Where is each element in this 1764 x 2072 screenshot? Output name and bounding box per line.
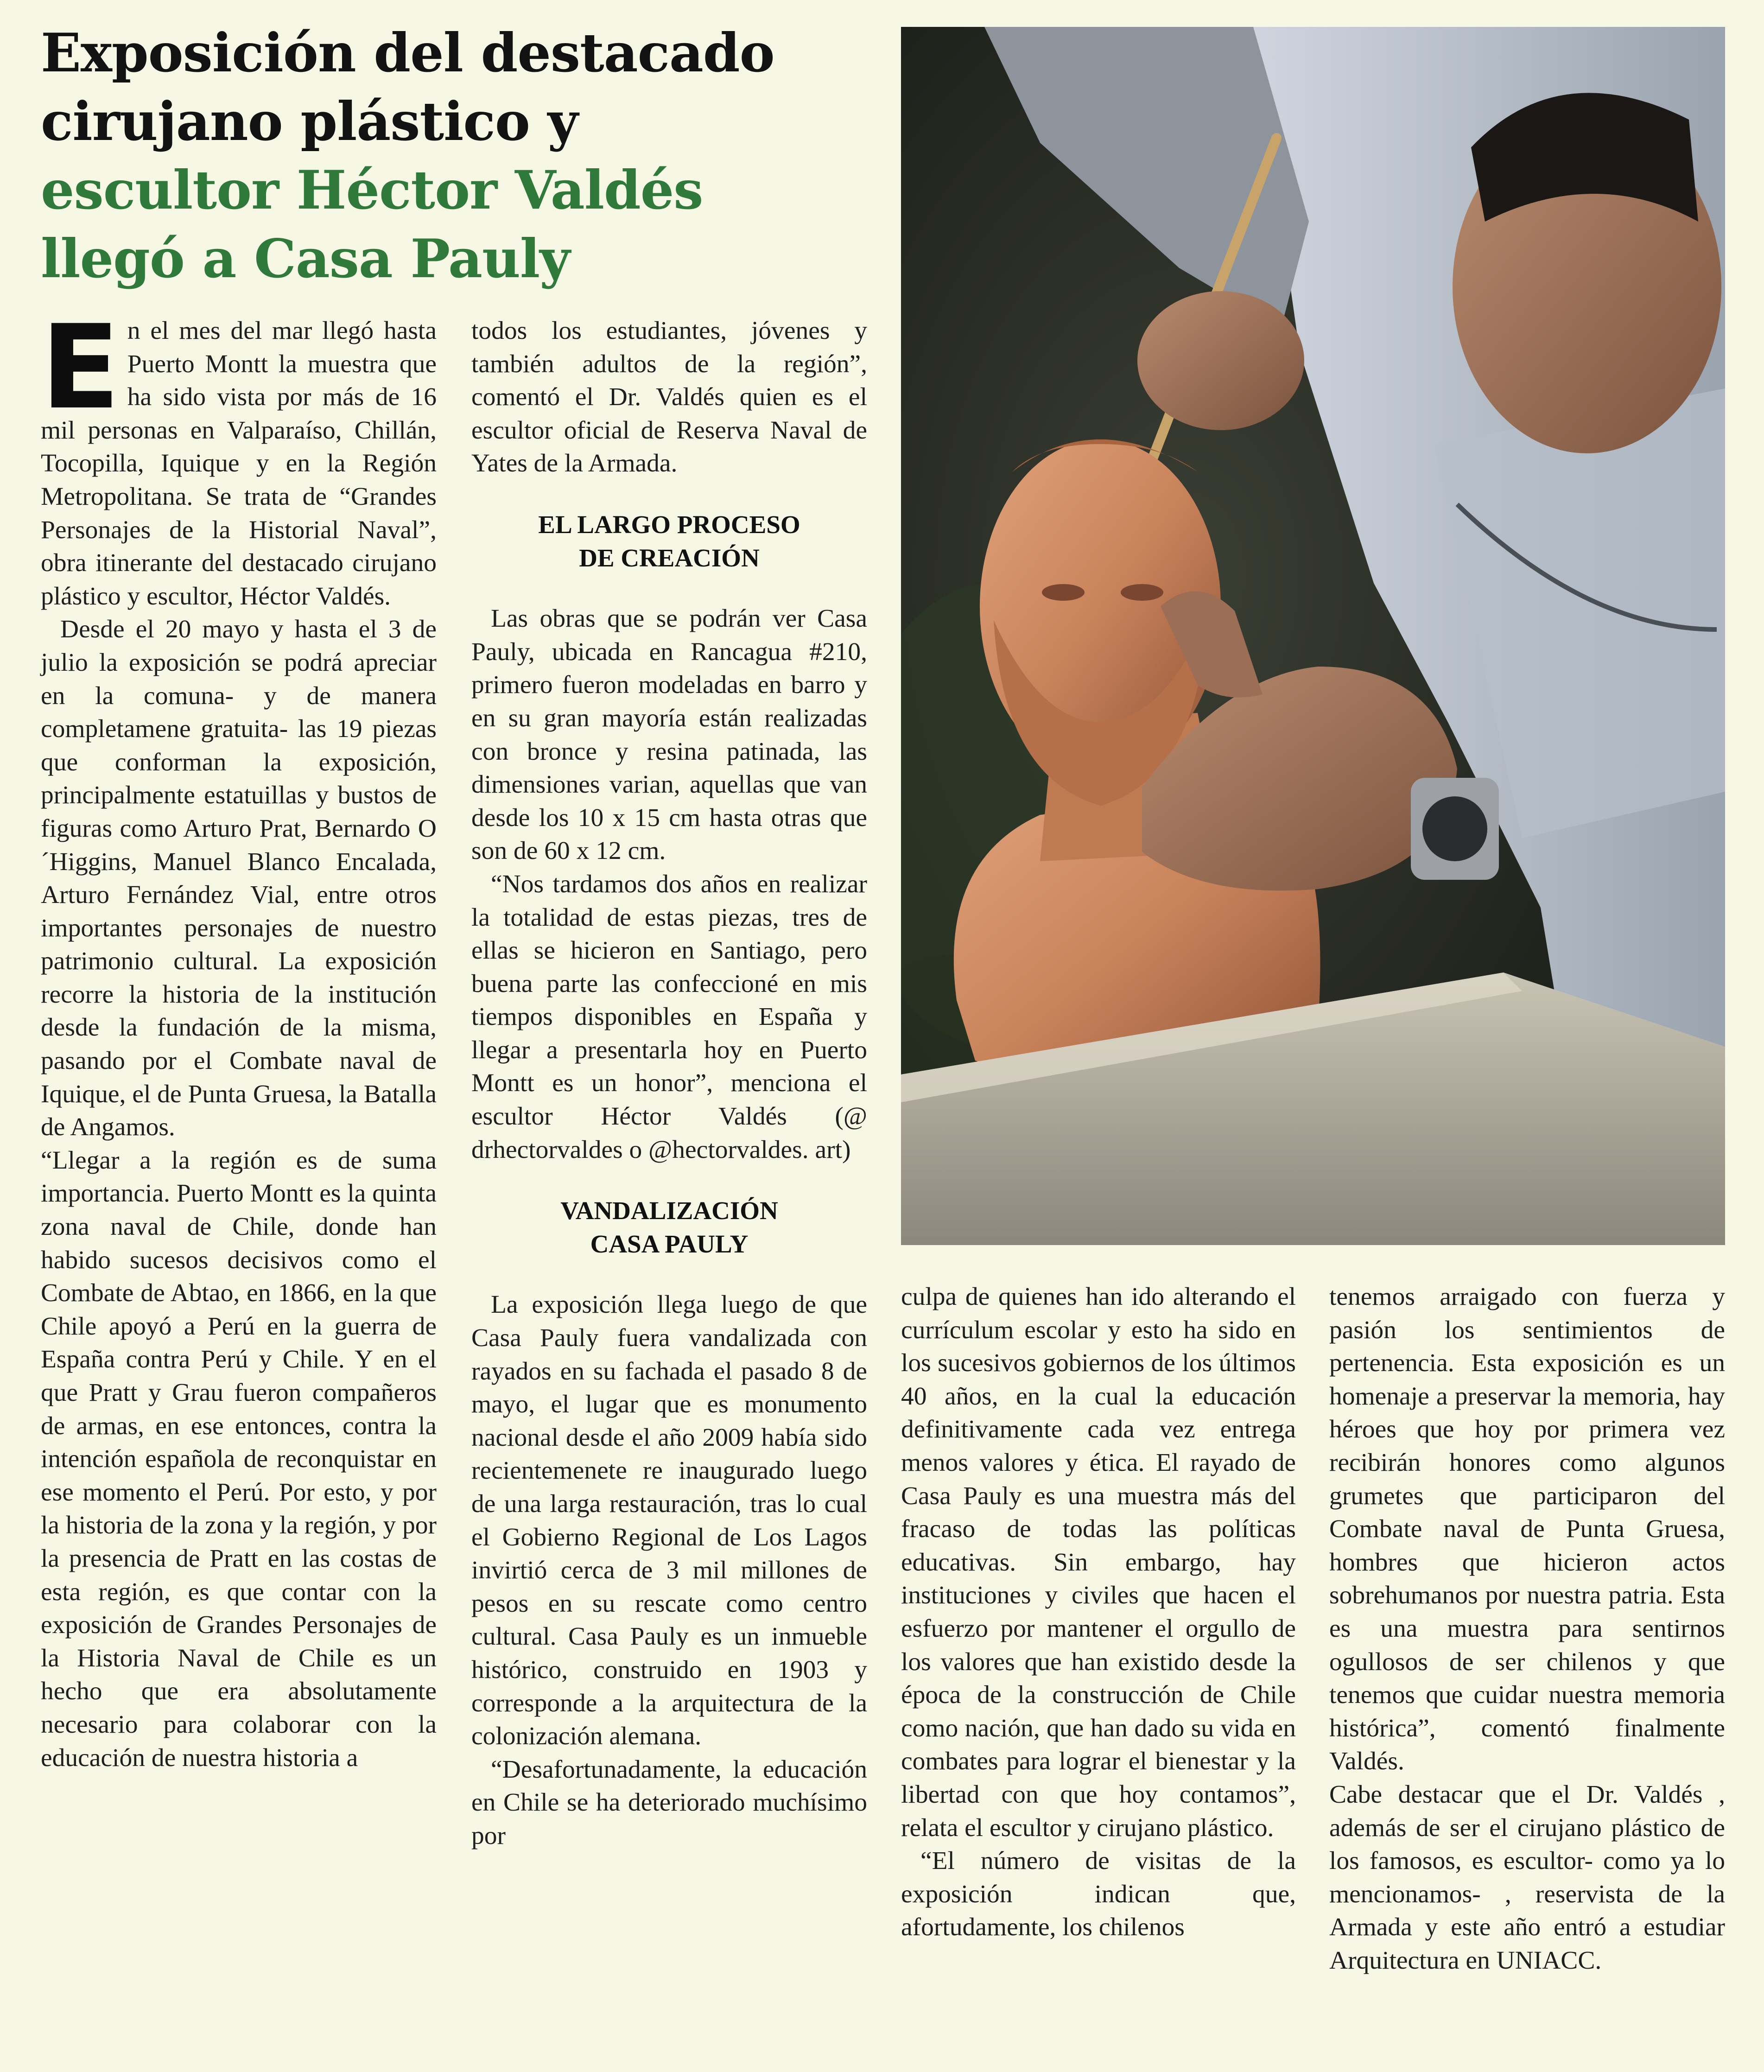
paragraph-visits: “El número de visitas de la exposición indican que, afortudamente, los chilenos	[901, 1847, 1296, 1942]
drop-cap: E	[41, 300, 120, 435]
subheading-creation-line-1: EL LARGO PROCESO	[538, 510, 800, 539]
subheading-vandalism-line-1: VANDALIZACIÓN	[560, 1196, 778, 1225]
paragraph-continued: todos los estudiantes, jóvenes y también adultos de la región”, comentó el Dr. Valdés quien es el escultor oficial de Reserva Naval de Yates de la Armada.	[471, 317, 867, 478]
sculptor-photo-illustration	[901, 27, 1725, 1245]
paragraph-vandalism: La exposición llega luego de que Casa Pauly fuera vandalizada con rayados en su fachada el pasado 8 de mayo, el lugar que es monumento nacional desde el año 2009 había sido recientemenete re inaugurado luego de una larga restauración, tras lo cual el Gobierno Regional de Los Lagos invirtió cerca de 3 mil millones de pesos en su rescate como centro cultural. Casa Pauly es un inmueble histórico, construido en 1903 y corresponde a la arquitectura de la colonización alemana.	[471, 1290, 867, 1751]
paragraph-intro-text: n el mes del mar llegó hasta Puerto Montt la muestra que ha sido vista por más de 16 mil personas en Valparaíso, Chillán, Tocopilla, Iquique y en la Región Metropolitana. Se trata de “Grandes Personajes de la Historial Naval”, obra itinerante del destacado cirujano plástico y escultor, Héctor Valdés.	[41, 317, 437, 610]
article-column-3	[901, 1280, 1296, 1944]
subheading-vandalism-line-2: CASA PAULY	[590, 1229, 749, 1258]
headline-line-1: Exposición del destacado	[41, 22, 774, 84]
paragraph-two-years: “Nos tardamos dos años en realizar la totalidad de estas piezas, tres de ellas se hicieron en Santiago, pero buena parte las confeccioné en mis tiempos disponibles en España y llegar a presentarla hoy en Puerto Montt es un honor”, menciona el escultor Héctor Valdés (@ drhectorvaldes o @hectorvaldes. art)	[471, 870, 867, 1164]
paragraph-intro	[41, 300, 437, 613]
headline-line-3: escultor Héctor Valdés	[41, 159, 703, 221]
paragraph-dates: Desde el 20 mayo y hasta el 3 de julio la exposición se podrá apreciar en la comuna- y de manera completamene gratuita- las 19 piezas que conforman la exposición, principalmente estatuillas y bustos de figuras como Arturo Prat, Bernardo O´Higgins, Manuel Blanco Encalada, Arturo Fernández Vial, entre otros importantes personajes de nuestro patrimonio cultural. La exposición recorre la historia de la institución desde la fundación de la misma, pasando por el Combate naval de Iquique, el de Punta Gruesa, la Batalla de Angamos.	[41, 615, 437, 1142]
paragraph-closing: Cabe destacar que el Dr. Valdés , además de ser el cirujano plástico de los famosos, es escultor- como ya lo mencionamos- , reservista de la Armada y este año entró a estudiar Arquitectura en UNIACC.	[1329, 1780, 1725, 1975]
article-column-2	[471, 314, 867, 1853]
headline	[41, 19, 884, 293]
paragraph-curriculum: culpa de quienes han ido alterando el currículum escolar y esto ha sido en los sucesivos gobiernos de los últimos 40 años, en la cual la educación definitivamente cada vez entrega menos valores y ética. El rayado de Casa Pauly es una muestra más del fracaso de todas las políticas educativas. Sin embargo, hay instituciones y civiles que hacen el esfuerzo por mantener el orgullo de los valores que han existido desde la época de la construcción de Chile como nación, que han dado su vida en combates para lograr el bienestar y la libertad con que hoy contamos”, relata el escultor y cirujano plástico.	[901, 1283, 1296, 1842]
article-column-1	[41, 300, 437, 1774]
subheading-vandalism	[471, 1194, 867, 1260]
article-column-4	[1329, 1280, 1725, 1977]
paragraph-belonging: tenemos arraigado con fuerza y pasión los sentimientos de pertenencia. Esta exposición es un homenaje a preservar la memoria, hay héroes que hoy por primera vez recibirán honores como algunos grumetes que participaron del Combate naval de Punta Gruesa, hombres que hicieron actos sobrehumanos por nuestra patria. Esta es una muestra para sentirnos ogullosos de ser chilenos y que tenemos que cuidar nuestra memoria histórica”, comentó finalmente Valdés.	[1329, 1283, 1725, 1776]
subheading-creation-line-2: DE CREACIÓN	[579, 543, 760, 572]
paragraph-quote-region: “Llegar a la región es de suma importancia. Puerto Montt es la quinta zona naval de Chile, donde han habido sucesos decisivos como el Combate de Abtao, en 1866, en la que Chile apoyó a Perú en la guerra de España contra Perú y Chile. Y en el que Pratt y Grau fueron compañeros de armas, en ese entonces, contra la intención española de reconquistar en ese momento el Perú. Por esto, y por la historia de la zona y la región, y por la presencia de Pratt en las costas de esta región, es que contar con la exposición de Grandes Personajes de la Historia Naval de Chile es un hecho que era absolutamente necesario para colaborar con la educación de nuestra historia a	[41, 1146, 437, 1772]
paragraph-education: “Desafortunadamente, la educación en Chile se ha deteriorado muchísimo por	[471, 1755, 867, 1850]
headline-line-4: llegó a Casa Pauly	[41, 228, 570, 290]
sculptor-photo	[901, 27, 1725, 1245]
headline-line-2: cirujano plástico y	[41, 90, 578, 153]
subheading-creation	[471, 508, 867, 574]
paragraph-works: Las obras que se podrán ver Casa Pauly, ubicada en Rancagua #210, primero fueron modeladas en barro y en su gran mayoría están realizadas con bronce y resina patinada, las dimensiones varian, aquellas que van desde los 10 x 15 cm hasta otras que son de 60 x 12 cm.	[471, 604, 867, 865]
